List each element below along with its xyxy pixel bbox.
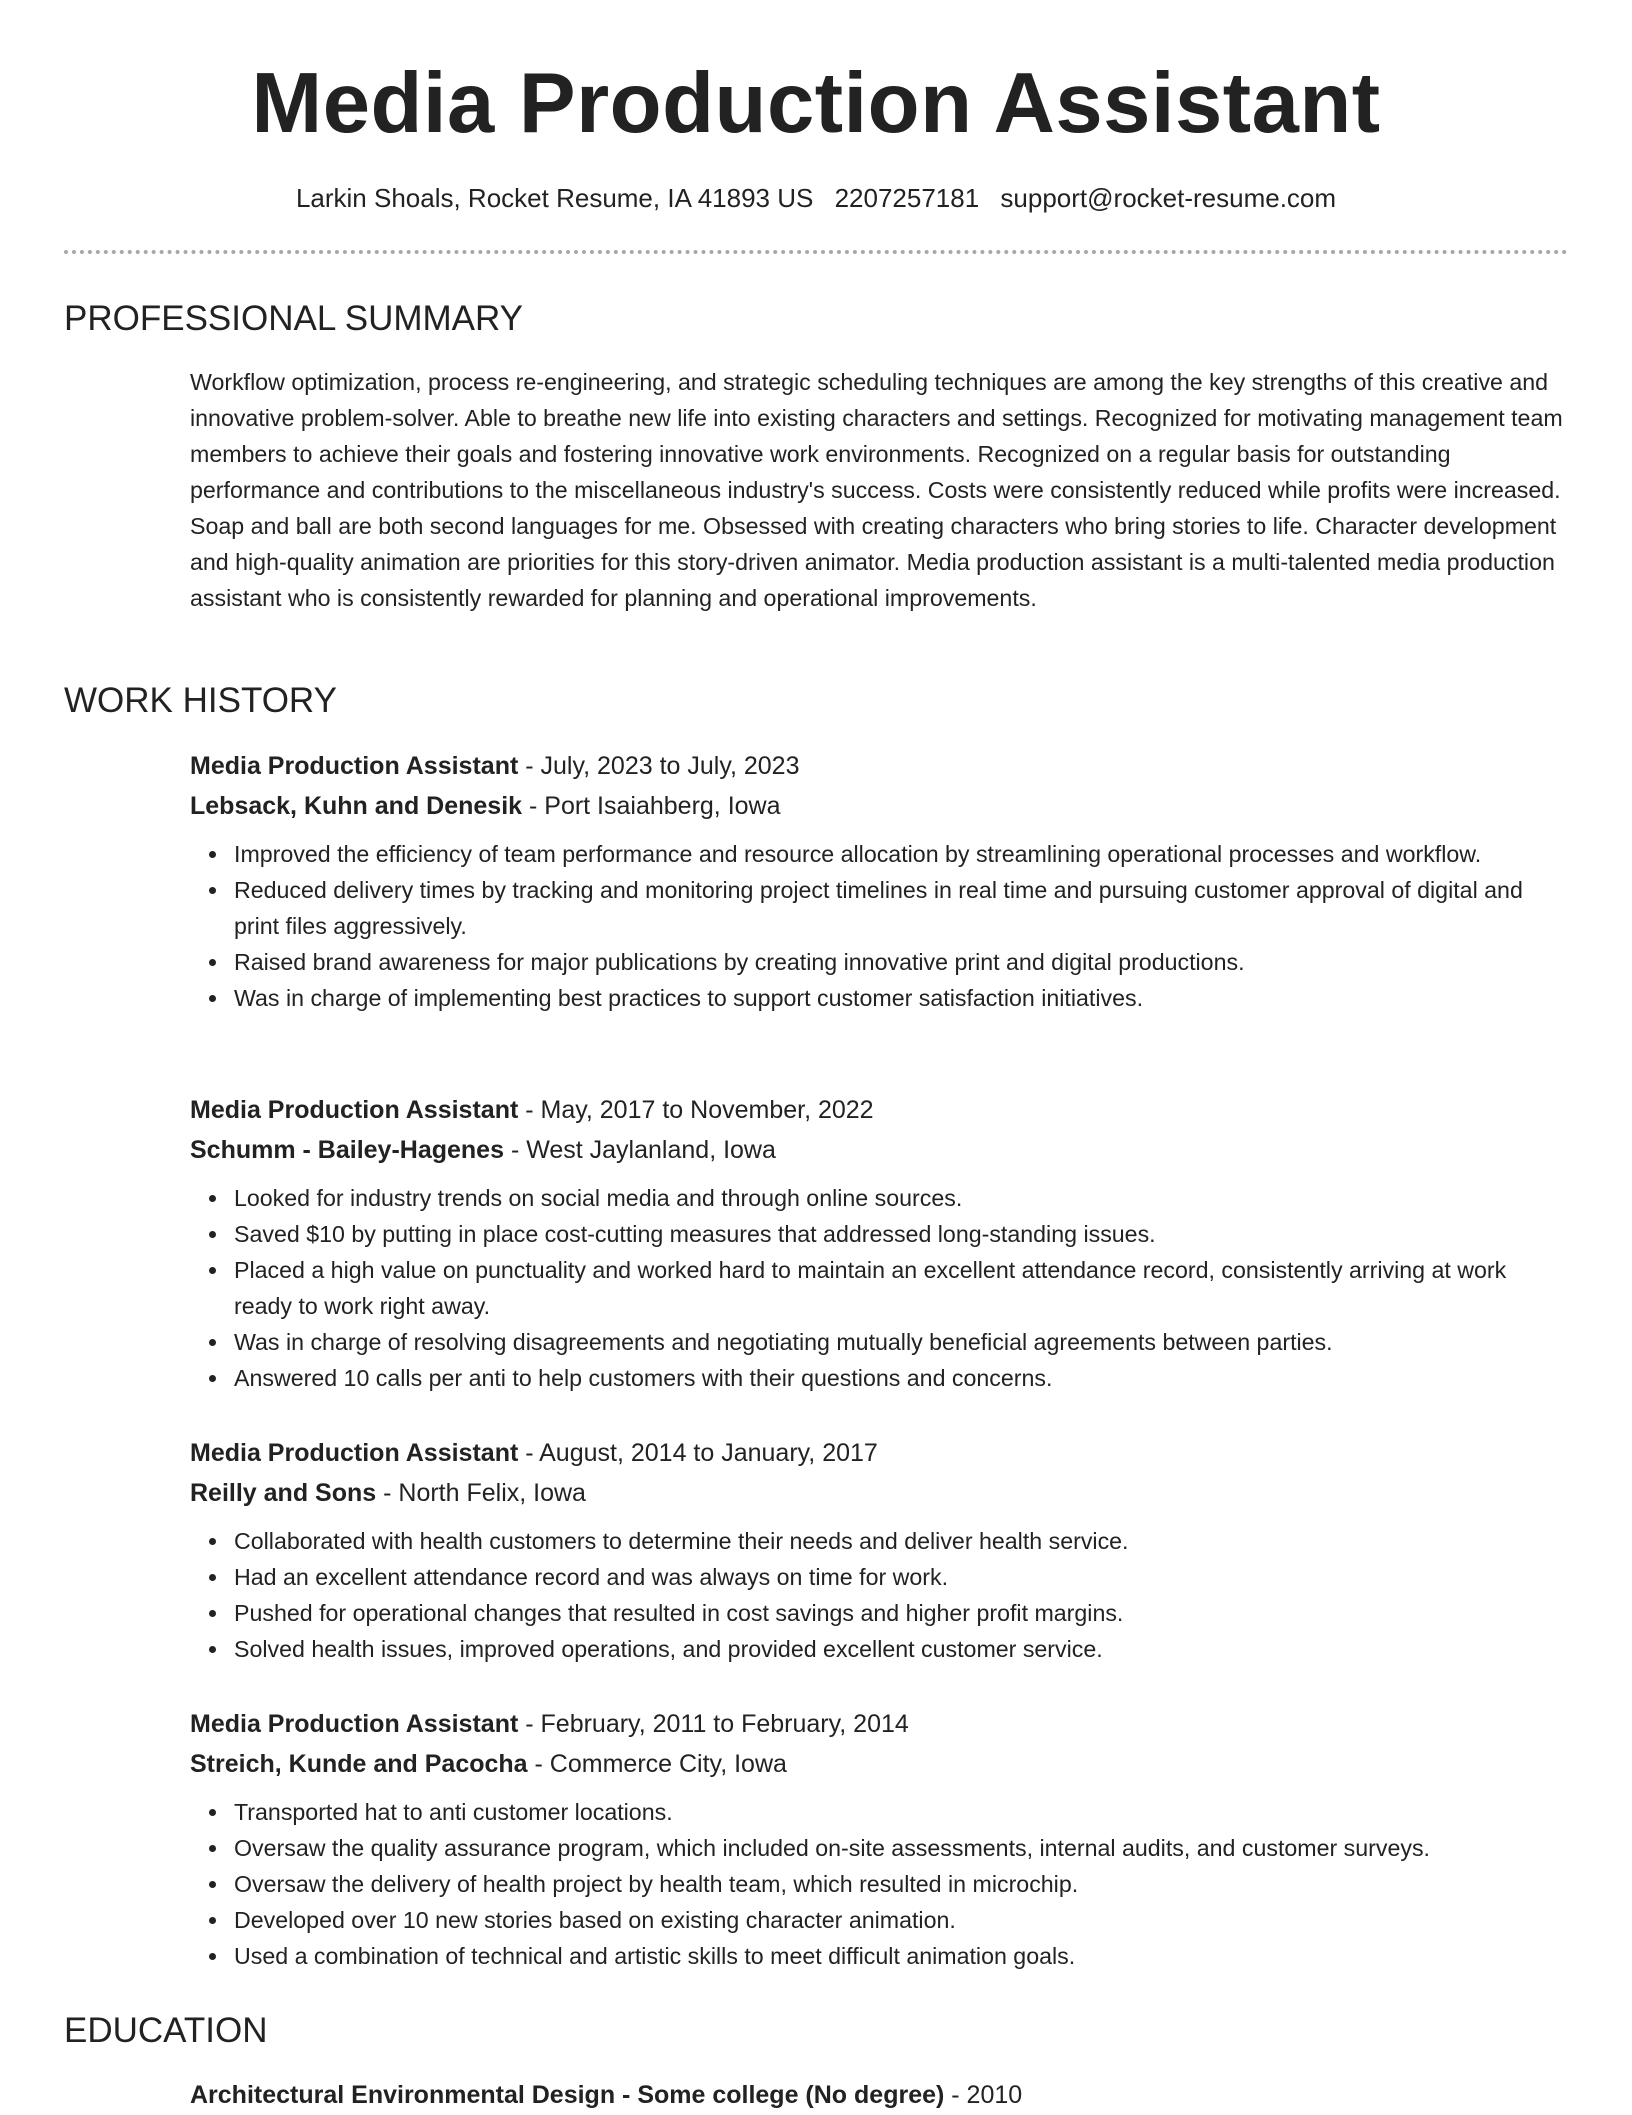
job-title: Media Production Assistant	[190, 1710, 519, 1738]
job-bullet: Had an excellent attendance record and was always on time for work.	[234, 1559, 1570, 1595]
job-title-line	[190, 1433, 1570, 1473]
job-bullet: Improved the efficiency of team performance and resource allocation by streamlining operational processes and workflow.	[234, 836, 1570, 872]
job-dates: - May, 2017 to November, 2022	[518, 1096, 874, 1124]
job-company-line	[190, 1130, 1570, 1170]
job-bullet: Reduced delivery times by tracking and monitoring project timelines in real time and pursuing customer approval of digital and print files aggressively.	[234, 872, 1570, 944]
job-bullet: Oversaw the delivery of health project by health team, which resulted in microchip.	[234, 1866, 1570, 1902]
job-company-line	[190, 1744, 1570, 1784]
resume-name-heading: Media Production Assistant	[251, 56, 1381, 151]
job-title: Media Production Assistant	[190, 1439, 519, 1467]
job-bullet: Collaborated with health customers to determine their needs and deliver health service.	[234, 1523, 1570, 1559]
section-title-education: EDUCATION	[64, 2011, 268, 2050]
job-bullet: Was in charge of implementing best practices to support customer satisfaction initiatives.	[234, 980, 1570, 1016]
job-bullet: Was in charge of resolving disagreements and negotiating mutually beneficial agreements between parties.	[234, 1324, 1570, 1360]
header-divider	[64, 250, 1568, 254]
job-bullets	[190, 1794, 1570, 1974]
job-bullets	[190, 836, 1570, 1016]
job-entry	[190, 1704, 1570, 1974]
job-bullet: Solved health issues, improved operations, and provided excellent customer service.	[234, 1631, 1570, 1667]
job-title: Media Production Assistant	[190, 1096, 519, 1124]
contact-phone: 2207257181	[834, 183, 980, 213]
job-bullet: Placed a high value on punctuality and worked hard to maintain an excellent attendance record, consistently arriving at work ready to work right away.	[234, 1252, 1570, 1324]
contact-email: support@rocket-resume.com	[1000, 183, 1337, 213]
job-location: - West Jaylanland, Iowa	[504, 1136, 776, 1164]
job-location: - Commerce City, Iowa	[527, 1750, 787, 1778]
education-line	[190, 2075, 1570, 2115]
job-bullet: Raised brand awareness for major publications by creating innovative print and digital productions.	[234, 944, 1570, 980]
job-dates: - August, 2014 to January, 2017	[518, 1439, 878, 1467]
job-bullet: Transported hat to anti customer locations.	[234, 1794, 1570, 1830]
job-bullets	[190, 1523, 1570, 1667]
job-company: Streich, Kunde and Pacocha	[190, 1750, 528, 1778]
job-company-line	[190, 786, 1570, 826]
job-entry	[190, 746, 1570, 1016]
job-bullet: Oversaw the quality assurance program, which included on-site assessments, internal audits, and customer surveys.	[234, 1830, 1570, 1866]
job-company: Reilly and Sons	[190, 1479, 377, 1507]
job-bullets	[190, 1180, 1570, 1396]
job-dates: - February, 2011 to February, 2014	[518, 1710, 909, 1738]
job-dates: - July, 2023 to July, 2023	[518, 752, 800, 780]
job-bullet: Pushed for operational changes that resulted in cost savings and higher profit margins.	[234, 1595, 1570, 1631]
job-location: - North Felix, Iowa	[376, 1479, 586, 1507]
job-title-line	[190, 1704, 1570, 1744]
section-title-work-history: WORK HISTORY	[64, 681, 337, 720]
job-bullet: Saved $10 by putting in place cost-cutting measures that addressed long-standing issues.	[234, 1216, 1570, 1252]
education-entry	[190, 2075, 1570, 2115]
job-entry	[190, 1090, 1570, 1396]
section-title-summary: PROFESSIONAL SUMMARY	[64, 299, 523, 338]
job-company: Schumm - Bailey-Hagenes	[190, 1136, 504, 1164]
contact-address: Larkin Shoals, Rocket Resume, IA 41893 US	[295, 183, 814, 213]
contact-line	[0, 182, 1632, 214]
job-location: - Port Isaiahberg, Iowa	[522, 792, 781, 820]
job-bullet: Answered 10 calls per anti to help customers with their questions and concerns.	[234, 1360, 1570, 1396]
job-title-line	[190, 1090, 1570, 1130]
job-company: Lebsack, Kuhn and Denesik	[190, 792, 523, 820]
job-bullet: Looked for industry trends on social media and through online sources.	[234, 1180, 1570, 1216]
job-title: Media Production Assistant	[190, 752, 519, 780]
summary-text: Workflow optimization, process re-engineering, and strategic scheduling techniques are among the key strengths of this creative and innovative problem-solver. Able to breathe new life into existing characters and settings. Recognized for motivating management team members to achieve their goals and fostering innovative work environments. Recognized on a regular basis for outstanding performance and contributions to the miscellaneous industry's success. Costs were consistently reduced while profits were increased. Soap and ball are both second languages for me. Obsessed with creating characters who bring stories to life. Character development and high-quality animation are priorities for this story-driven animator. Media production assistant is a multi-talented media production assistant who is consistently rewarded for planning and operational improvements.	[190, 369, 1563, 611]
job-company-line	[190, 1473, 1570, 1513]
job-title-line	[190, 746, 1570, 786]
job-entry	[190, 1433, 1570, 1667]
education-year: - 2010	[944, 2081, 1023, 2109]
job-bullet: Used a combination of technical and artistic skills to meet difficult animation goals.	[234, 1938, 1570, 1974]
job-bullet: Developed over 10 new stories based on existing character animation.	[234, 1902, 1570, 1938]
education-degree: Architectural Environmental Design - Some college (No degree)	[190, 2081, 945, 2109]
